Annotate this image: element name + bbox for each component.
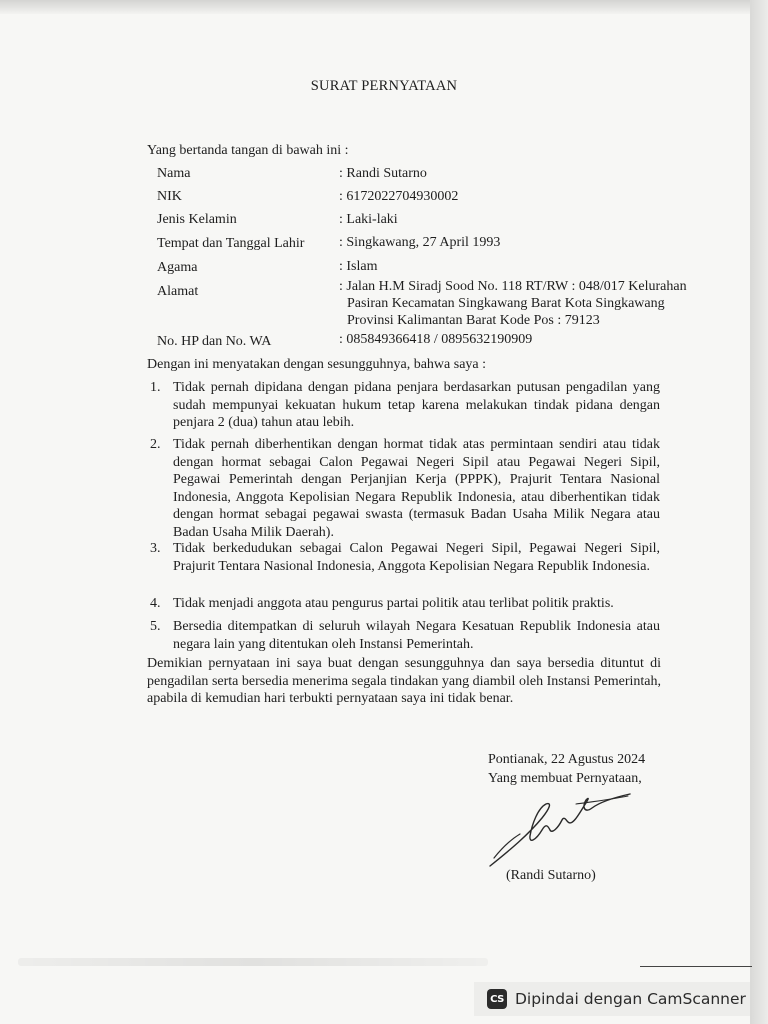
closing-paragraph: Demikian pernyataan ini saya buat dengan sesungguhnya dan saya bersedia dituntut di pengadilan serta bersedia menerima segala tindakan yang diambil oleh Instansi Pemerintah, apabila di kemudian hari terbukti pernyataan saya ini tidak benar. [147,656,661,706]
field-value-agama: : Islam [339,259,378,274]
list-item-number: 4. [150,596,161,611]
handwritten-signature [480,790,640,870]
field-label-nama: Nama [157,166,191,181]
list-item-text: Tidak pernah diberhentikan dengan hormat tidak atas permintaan sendiri atau tidak dengan hormat sebagai Calon Pegawai Negeri Sipil atau Pegawai Negeri Sipil, Pegawai Pemerintah dengan Perjanjian Kerja (PPPK), Prajurit Tentara Nasional Indonesia, Anggota Kepolisian Negara Republik Indonesia, atau diberhentikan tidak dengan hormat sebagai pegawai swasta (termasuk Badan Usaha Milik Negara atau Badan Usaha Milik Daerah). [173,437,660,540]
list-item-text: Tidak berkedudukan sebagai Calon Pegawai Negeri Sipil, Pegawai Negeri Sipil, Prajurit Tentara Nasional Indonesia, Anggota Kepolisian Negara Republik Indonesia. [173,541,660,574]
field-value-nama: : Randi Sutarno [339,166,427,181]
field-value-jenis-kelamin: : Laki-laki [339,212,398,227]
signature-maker-label: Yang membuat Pernyataan, [488,771,642,786]
list-item-text: Bersedia ditempatkan di seluruh wilayah Negara Kesatuan Republik Indonesia atau negara lain yang ditentukan oleh Instansi Pemerintah. [173,619,660,652]
list-item-number: 2. [150,437,161,452]
field-label-agama: Agama [157,260,198,275]
document-title: SURAT PERNYATAAN [310,78,458,94]
field-value-ttl: : Singkawang, 27 April 1993 [339,235,501,250]
intro-text: Yang bertanda tangan di bawah ini : [147,143,349,158]
field-value-alamat-line2: Pasiran Kecamatan Singkawang Barat Kota Singkawang [347,296,665,311]
field-value-nik: : 6172022704930002 [339,189,459,204]
field-label-hp: No. HP dan No. WA [157,334,272,349]
list-item-text: Tidak pernah dipidana dengan pidana penjara berdasarkan putusan pengadilan yang sudah mempunyai kekuatan hukum tetap karena melakukan tindak pidana dengan penjara 2 (dua) tahun atau lebih. [173,380,660,430]
signature-name: (Randi Sutarno) [506,868,596,883]
list-item-number: 3. [150,541,161,556]
field-label-ttl: Tempat dan Tanggal Lahir [157,236,305,251]
list-item-number: 5. [150,619,161,634]
camscanner-watermark [474,982,750,1016]
scan-shadow-top [0,0,760,14]
list-item-text: Tidak menjadi anggota atau pengurus partai politik atau terlibat politik praktis. [173,596,614,611]
field-value-hp: : 085849366418 / 0895632190909 [339,332,533,347]
bottom-rule [640,966,752,967]
signature-place-date: Pontianak, 22 Agustus 2024 [488,752,646,767]
camscanner-icon: CS [487,989,507,1009]
declaration-intro: Dengan ini menyatakan dengan sesungguhnya, bahwa saya : [147,357,487,372]
scan-artifact [18,958,488,966]
scan-shadow-right [750,0,768,1024]
field-value-alamat-line3: Provinsi Kalimantan Barat Kode Pos : 79123 [347,313,600,328]
field-label-jenis-kelamin: Jenis Kelamin [157,212,237,227]
list-item-number: 1. [150,380,161,395]
watermark-text: Dipindai dengan CamScanner [515,990,746,1008]
field-label-alamat: Alamat [157,284,199,299]
field-value-alamat-line1: : Jalan H.M Siradj Sood No. 118 RT/RW : 048/017 Kelurahan [339,279,687,294]
field-label-nik: NIK [157,189,182,204]
